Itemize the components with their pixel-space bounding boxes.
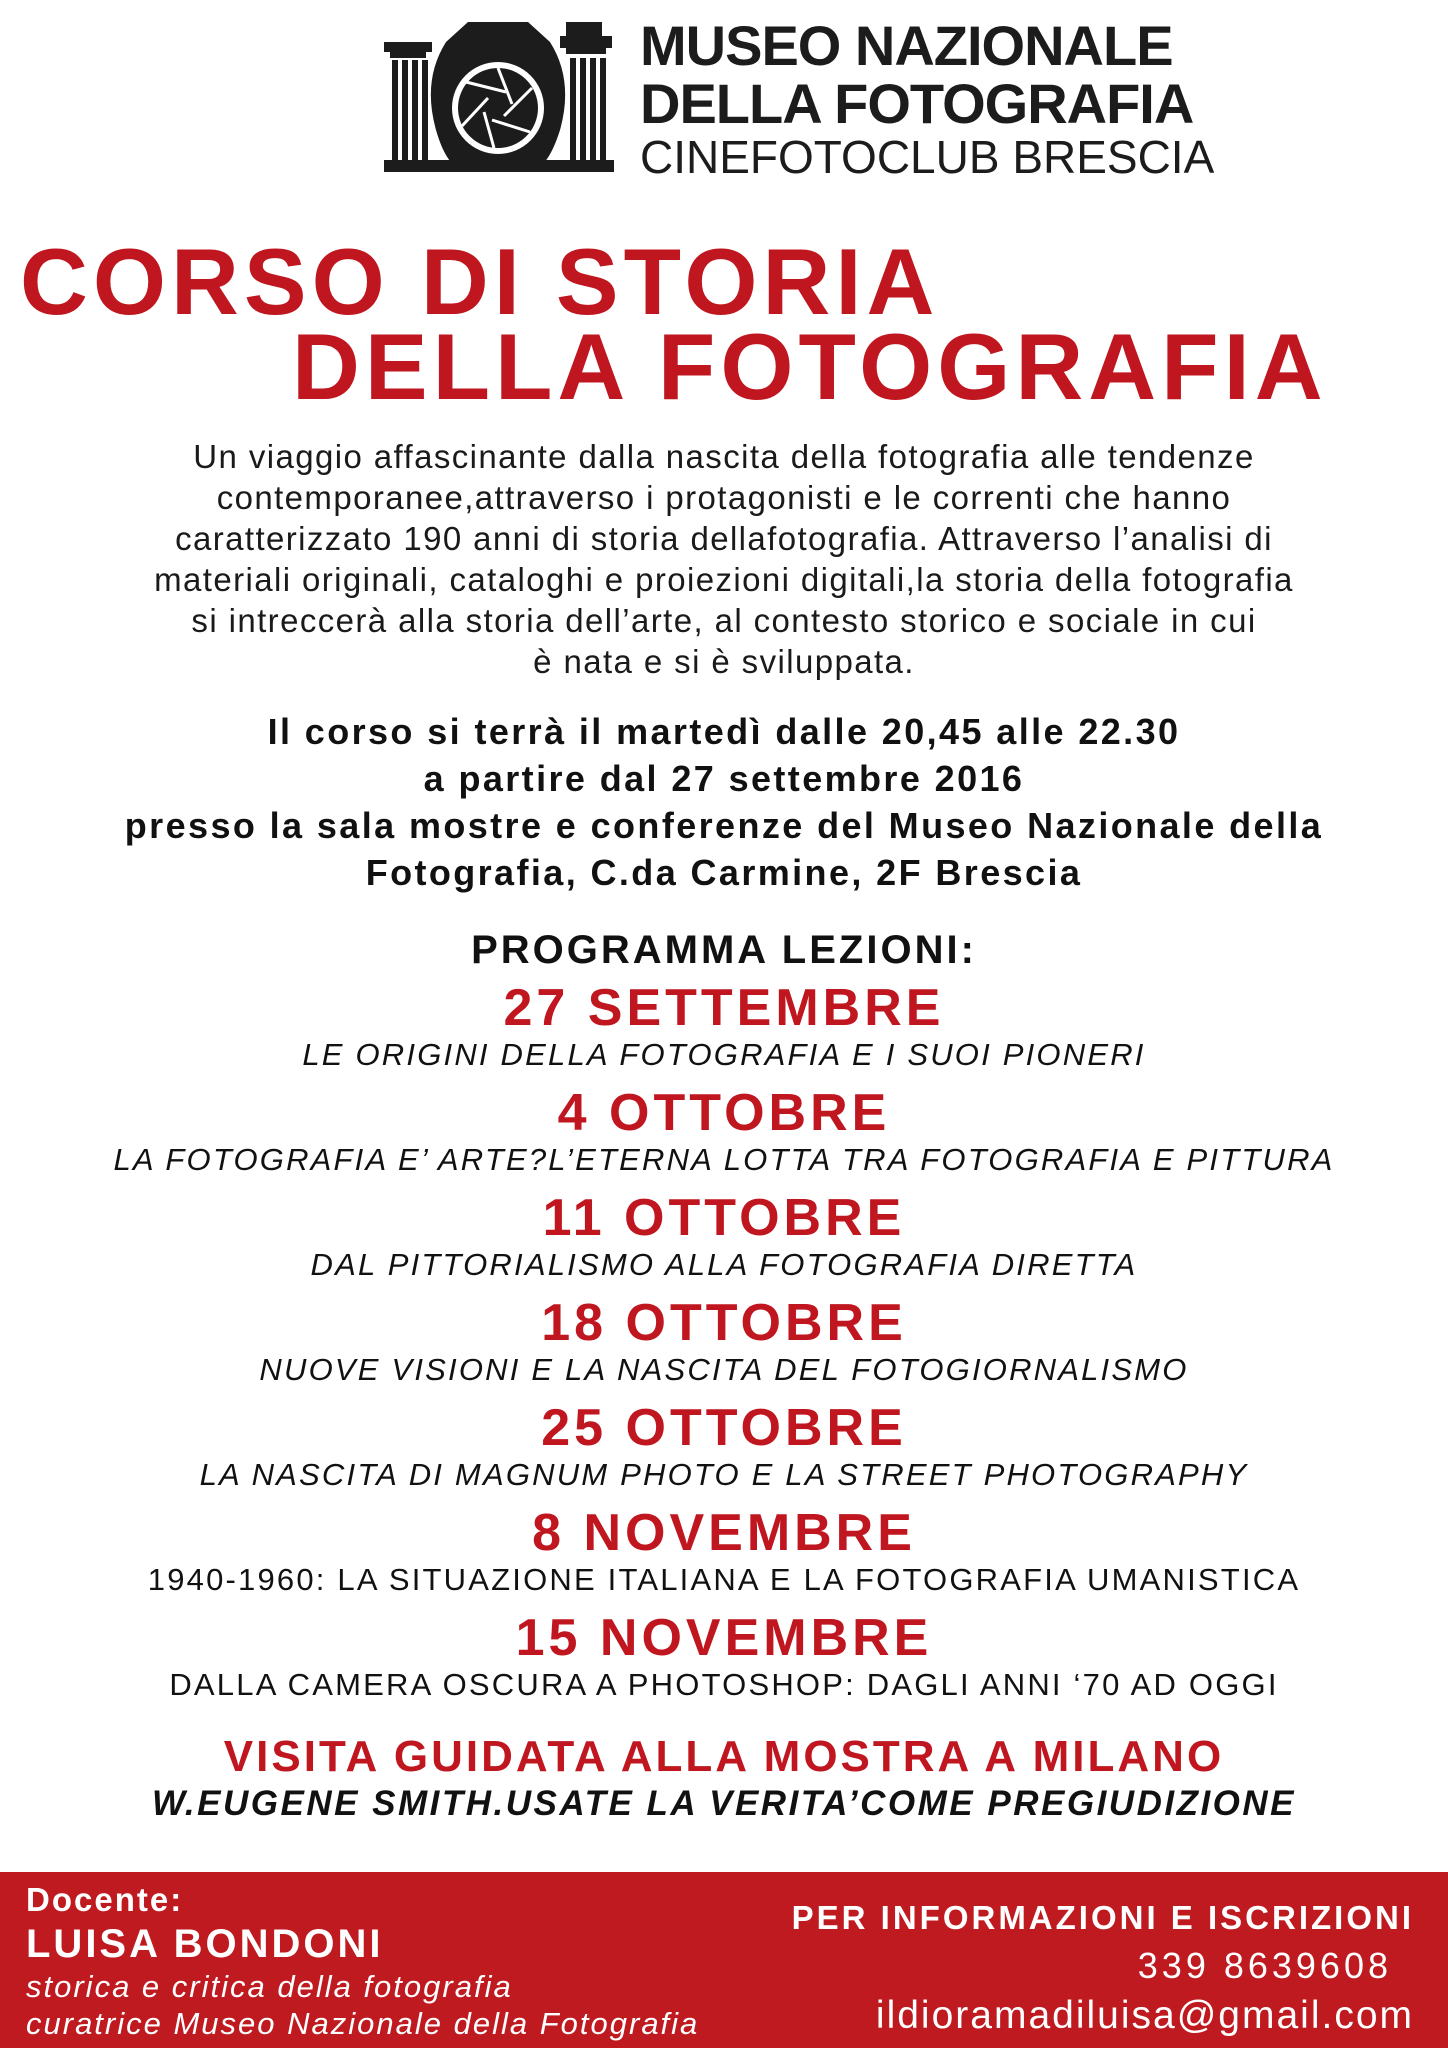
lesson-topic: DALLA CAMERA OSCURA A PHOTOSHOP: DAGLI ANNI ‘70 AD OGGI — [169, 1667, 1279, 1702]
course-title-line2: DELLA FOTOGRAFIA — [292, 314, 1328, 419]
course-description — [30, 436, 1418, 682]
email-address[interactable]: ildioramadiluisa@gmail.com — [875, 1994, 1414, 2037]
header — [0, 0, 1448, 200]
lesson-topic: LE ORIGINI DELLA FOTOGRAFIA E I SUOI PIONERI — [302, 1037, 1146, 1072]
teacher-name: LUISA BONDONI — [26, 1922, 384, 1966]
lesson-topic: DAL PITTORIALISMO ALLA FOTOGRAFIA DIRETTA — [310, 1247, 1138, 1282]
lesson-date: 27 SETTEMBRE — [503, 979, 945, 1037]
course-title-line1: CORSO DI STORIA — [20, 229, 940, 334]
club-name: CINEFOTOCLUB BRESCIA — [640, 131, 1215, 183]
teacher-role: storica e critica della fotografia — [26, 1969, 513, 2004]
description-line: Un viaggio affascinante dalla nascita della fotografia alle tendenze — [193, 438, 1255, 475]
visit-subtitle: W.EUGENE SMITH.USATE LA VERITA’COME PREGIUDIZIONE — [151, 1784, 1297, 1823]
lesson-item — [0, 980, 1448, 1085]
lesson-item — [0, 1505, 1448, 1610]
lesson-date: 4 OTTOBRE — [557, 1084, 891, 1142]
course-schedule — [0, 708, 1448, 896]
lesson-date: 8 NOVEMBRE — [532, 1504, 916, 1562]
lesson-topic: NUOVE VISIONI E LA NASCITA DEL FOTOGIORNALISMO — [259, 1352, 1189, 1387]
teacher-role: curatrice Museo Nazionale della Fotografia — [26, 2006, 700, 2041]
lesson-item — [0, 1085, 1448, 1190]
lesson-topic: LA NASCITA DI MAGNUM PHOTO E LA STREET PHOTOGRAPHY — [199, 1457, 1249, 1492]
schedule-line: Fotografia, C.da Carmine, 2F Brescia — [365, 852, 1083, 893]
camera-aperture-logo-icon — [384, 20, 614, 185]
info-label: PER INFORMAZIONI E ISCRIZIONI — [791, 1899, 1414, 1936]
footer-banner — [0, 1872, 1448, 2048]
contact-info — [792, 1894, 1414, 2042]
lesson-topic: 1940-1960: LA SITUAZIONE ITALIANA E LA FOTOGRAFIA UMANISTICA — [147, 1562, 1301, 1597]
lesson-date: 15 NOVEMBRE — [515, 1609, 933, 1667]
lesson-date: 18 OTTOBRE — [541, 1294, 907, 1352]
description-line: è nata e si è sviluppata. — [533, 643, 915, 680]
schedule-line: a partire dal 27 settembre 2016 — [423, 758, 1025, 799]
schedule-line: presso la sala mostre e conferenze del Museo Nazionale della — [124, 805, 1324, 846]
lesson-item — [0, 1190, 1448, 1295]
teacher-label: Docente: — [26, 1881, 184, 1918]
lesson-date: 25 OTTOBRE — [541, 1399, 907, 1457]
program-heading: PROGRAMMA LEZIONI: — [471, 928, 977, 972]
lesson-list — [0, 980, 1448, 1715]
description-line: caratterizzato 190 anni di storia dellafotografia. Attraverso l’analisi di — [175, 520, 1273, 557]
lesson-date: 11 OTTOBRE — [542, 1189, 906, 1247]
lesson-item — [0, 1295, 1448, 1400]
lesson-item — [0, 1400, 1448, 1505]
lesson-topic: LA FOTOGRAFIA E’ ARTE?L’ETERNA LOTTA TRA FOTOGRAFIA E PITTURA — [113, 1142, 1335, 1177]
lesson-item — [0, 1610, 1448, 1715]
museum-name-line1: MUSEO NAZIONALE — [640, 14, 1173, 77]
description-line: si intreccerà alla storia dell’arte, al contesto storico e sociale in cui — [191, 602, 1257, 639]
guided-visit — [0, 1732, 1448, 1826]
visit-title: VISITA GUIDATA ALLA MOSTRA A MILANO — [223, 1732, 1225, 1781]
schedule-line: Il corso si terrà il martedì dalle 20,45 alle 22.30 — [267, 711, 1181, 752]
description-line: materiali originali, cataloghi e proiezioni digitali,la storia della fotografia — [154, 561, 1294, 598]
description-line: contemporanee,attraverso i protagonisti e le correnti che hanno — [216, 479, 1232, 516]
phone-number[interactable]: 339 8639608 — [1137, 1945, 1392, 1986]
teacher-info — [26, 1880, 699, 2042]
museum-name-line2: DELLA FOTOGRAFIA — [640, 72, 1194, 135]
